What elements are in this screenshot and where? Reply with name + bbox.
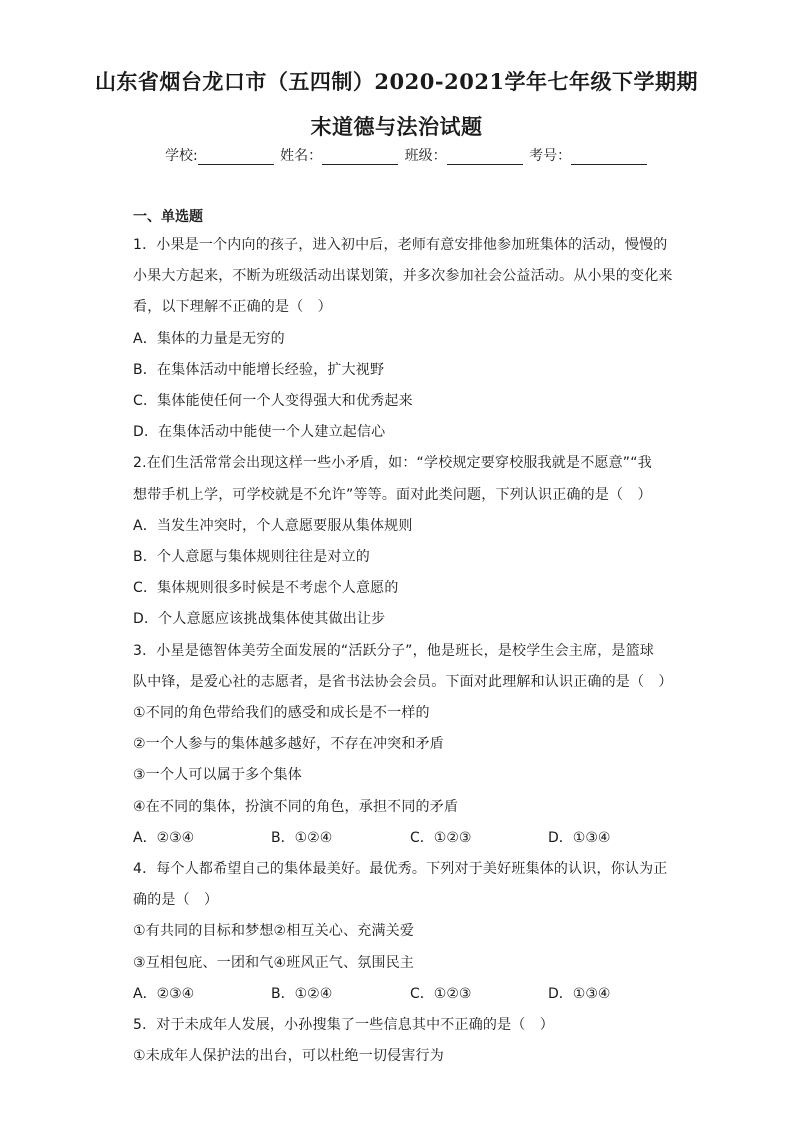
question-3-option-b: B．①②④ <box>271 830 333 846</box>
question-4-option-d: D．①③④ <box>548 986 611 1002</box>
school-field[interactable] <box>198 151 274 165</box>
question-1-line-2: 小果大方起来，不断为班级活动出谋划策，并多次参加社会公益活动。从小果的变化来 <box>133 268 673 284</box>
name-field[interactable] <box>322 151 398 165</box>
student-info-row <box>165 145 649 165</box>
question-2-line-2: 想带手机上学，可学校就是不允许”等等。面对此类问题，下列认识正确的是（ ） <box>133 487 652 503</box>
name-label: 姓名： <box>280 148 323 164</box>
exam-number-field[interactable] <box>571 151 647 165</box>
exam-title-line-2: 末道德与法治试题 <box>310 114 483 139</box>
class-label: 班级： <box>404 148 447 164</box>
question-5-statement-1: ①未成年人保护法的出台，可以杜绝一切侵害行为 <box>133 1048 444 1064</box>
question-4-option-b: B．①②④ <box>271 986 333 1002</box>
question-1-line-3: 看，以下理解不正确的是（ ） <box>133 299 332 315</box>
question-2-option-c: C．集体规则很多时候是不考虑个人意愿的 <box>133 580 399 596</box>
school-label: 学校: <box>165 148 198 164</box>
question-1-option-d: D．在集体活动中能使一个人建立起信心 <box>133 424 386 440</box>
section-heading: 一、单选题 <box>133 209 203 225</box>
question-2-option-b: B．个人意愿与集体规则往往是对立的 <box>133 549 371 565</box>
question-4-option-a: A．②③④ <box>133 986 195 1002</box>
question-4-line-2: 确的是（ ） <box>133 892 219 908</box>
question-3-statement-1: ①不同的角色带给我们的感受和成长是不一样的 <box>133 705 430 721</box>
question-3-statement-2: ②一个人参与的集体越多越好，不存在冲突和矛盾 <box>133 736 444 752</box>
question-2-line-1: 2.在们生活常常会出现这样一些小矛盾，如：“学校规定要穿校服我就是不愿意”“我 <box>133 455 652 471</box>
question-4-line-1: 4．每个人都希望自己的集体最美好。最优秀。下列对于美好班集体的认识，你认为正 <box>133 861 668 877</box>
question-5-line-1: 5．对于未成年人发展，小孙搜集了一些信息其中不正确的是（ ） <box>133 1017 554 1033</box>
question-3-option-c: C．①②③ <box>410 830 472 846</box>
question-1-option-a: A．集体的力量是无穷的 <box>133 331 285 347</box>
question-3-line-2: 队中锋，是爱心社的志愿者，是省书法协会会员。下面对此理解和认识正确的是（ ） <box>133 674 673 690</box>
question-2-option-d: D．个人意愿应该挑战集体使其做出让步 <box>133 611 386 627</box>
question-2-option-a: A．当发生冲突时，个人意愿要服从集体规则 <box>133 518 413 534</box>
question-3-option-a: A．②③④ <box>133 830 195 846</box>
question-1-option-c: C．集体能使任何一个人变得强大和优秀起来 <box>133 393 413 409</box>
exam-number-label: 考号： <box>529 148 572 164</box>
question-3-statement-3: ③一个人可以属于多个集体 <box>133 767 302 783</box>
exam-title-line-1: 山东省烟台龙口市（五四制）2020-2021学年七年级下学期期 <box>94 69 699 94</box>
question-4-statement-2: ③互相包庇、一团和气④班风正气、氛围民主 <box>133 955 415 971</box>
question-1-line-1: 1．小果是一个内向的孩子，进入初中后，老师有意安排他参加班集体的活动，慢慢的 <box>133 237 668 253</box>
question-4-statement-1: ①有共同的目标和梦想②相互关心、充满关爱 <box>133 923 415 939</box>
question-3-statement-4: ④在不同的集体，扮演不同的角色，承担不同的矛盾 <box>133 799 459 815</box>
question-3-option-d: D．①③④ <box>548 830 611 846</box>
question-3-line-1: 3．小星是德智体美劳全面发展的“活跃分子”，他是班长，是校学生会主席，是篮球 <box>133 643 655 659</box>
class-field[interactable] <box>447 151 523 165</box>
question-1-option-b: B．在集体活动中能增长经验，扩大视野 <box>133 362 385 378</box>
question-4-option-c: C．①②③ <box>410 986 472 1002</box>
